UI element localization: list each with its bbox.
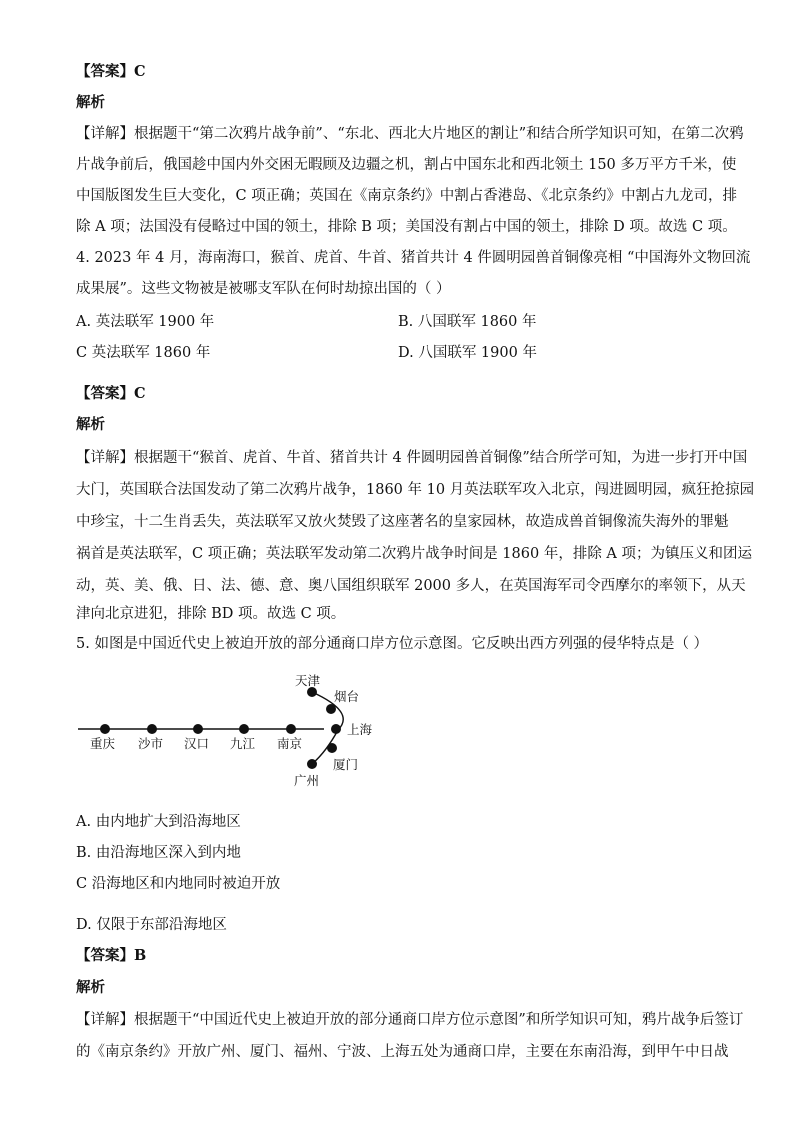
- q5-option-d: D. 仅限于东部沿海地区: [76, 917, 227, 933]
- q5-detail-line: 的《南京条约》开放广州、厦门、福州、宁波、上海五处为通商口岸，主要在东南沿海，到甲午中日战: [76, 1044, 729, 1060]
- q3-analysis-heading: 解析: [76, 94, 105, 111]
- q4-detail-line: 祸首是英法联军，C 项正确；英法联军发动第二次鸦片战争时间是 1860 年，排除 A 项；为镇压义和团运: [76, 546, 753, 562]
- q4-detail-line: 动，英、美、俄、日、法、德、意、奥八国组织联军 2000 多人，在英国海军司令西摩尔的率领下，从天: [76, 578, 746, 594]
- q4-analysis-heading: 解析: [76, 416, 105, 433]
- port-label: 汉口: [184, 736, 210, 751]
- treaty-port-diagram: [60, 668, 400, 798]
- q5-stem: 5. 如图是中国近代史上被迫开放的部分通商口岸方位示意图。它反映出西方列强的侵华特点是（ ）: [76, 636, 709, 652]
- port-dot-hankou: [193, 724, 203, 734]
- q4-option-a: A. 英法联军 1900 年: [76, 314, 215, 330]
- q4-detail-line: 【详解】根据题干“猴首、虎首、牛首、猪首共计 4 件圆明园兽首铜像”结合所学可知，为进一步打开中国: [76, 450, 748, 466]
- q3-answer: 【答案】C: [76, 63, 146, 80]
- port-dot-shashi: [147, 724, 157, 734]
- port-label: 九江: [230, 736, 256, 751]
- port-dot-tianjin: [307, 687, 317, 697]
- q5-option-c: C 沿海地区和内地同时被迫开放: [76, 876, 281, 892]
- port-label: 烟台: [334, 689, 360, 704]
- q5-answer: 【答案】B: [76, 947, 147, 964]
- q4-answer: 【答案】C: [76, 385, 146, 402]
- port-dot-shanghai: [331, 724, 341, 734]
- port-label: 沙市: [138, 736, 164, 751]
- q3-detail-line: 片战争前后，俄国趁中国内外交困无暇顾及边疆之机，割占中国东北和西北领土 150 多万平方千米，使: [76, 157, 737, 173]
- q4-stem-line: 4. 2023 年 4 月，海南海口，猴首、虎首、牛首、猪首共计 4 件圆明园兽首铜像亮相 “中国海外文物回流: [76, 250, 751, 266]
- q5-detail-line: 【详解】根据题干“中国近代史上被迫开放的部分通商口岸方位示意图”和所学知识可知，鸦片战争后签订: [76, 1012, 744, 1028]
- port-dot-xiamen: [327, 743, 337, 753]
- q4-option-c: C 英法联军 1860 年: [76, 345, 211, 361]
- q4-option-d: D. 八国联军 1900 年: [398, 345, 537, 361]
- port-label: 上海: [347, 722, 373, 737]
- q3-detail-line: 【详解】根据题干“第二次鸦片战争前”、“东北、西北大片地区的割让”和结合所学知识可知，在第二次鸦: [76, 126, 744, 142]
- port-label: 厦门: [333, 757, 359, 772]
- port-dot-guangzhou: [307, 759, 317, 769]
- q4-stem-line: 成果展”。这些文物被是被哪支军队在何时劫掠出国的（ ）: [76, 281, 451, 297]
- q4-detail-line: 中珍宝，十二生肖丢失，英法联军又放火焚毁了这座著名的皇家园林，故造成兽首铜像流失海外的罪魁: [76, 514, 729, 530]
- port-label: 南京: [277, 736, 303, 751]
- q5-option-a: A. 由内地扩大到沿海地区: [76, 814, 241, 830]
- port-dot-yantai: [326, 704, 336, 714]
- q3-detail-line: 中国版图发生巨大变化，C 项正确；英国在《南京条约》中割占香港岛、《北京条约》中割占九龙司，排: [76, 188, 737, 204]
- q4-detail-line: 大门，英国联合法国发动了第二次鸦片战争，1860 年 10 月英法联军攻入北京，闯进圆明园，疯狂抢掠园: [76, 482, 755, 498]
- port-dot-nanjing: [286, 724, 296, 734]
- q3-detail-line: 除 A 项；法国没有侵略过中国的领土，排除 B 项；美国没有割占中国的领土，排除 D 项。故选 C 项。: [76, 219, 737, 235]
- port-dot-chongqing: [100, 724, 110, 734]
- port-label: 重庆: [90, 736, 116, 751]
- port-dot-jiujiang: [239, 724, 249, 734]
- q4-detail-line: 津向北京进犯，排除 BD 项。故选 C 项。: [76, 606, 346, 622]
- port-label: 广州: [294, 773, 320, 788]
- q5-option-b: B. 由沿海地区深入到内地: [76, 845, 241, 861]
- port-label: 天津: [295, 673, 321, 688]
- q4-option-b: B. 八国联军 1860 年: [398, 314, 537, 330]
- q5-analysis-heading: 解析: [76, 979, 105, 996]
